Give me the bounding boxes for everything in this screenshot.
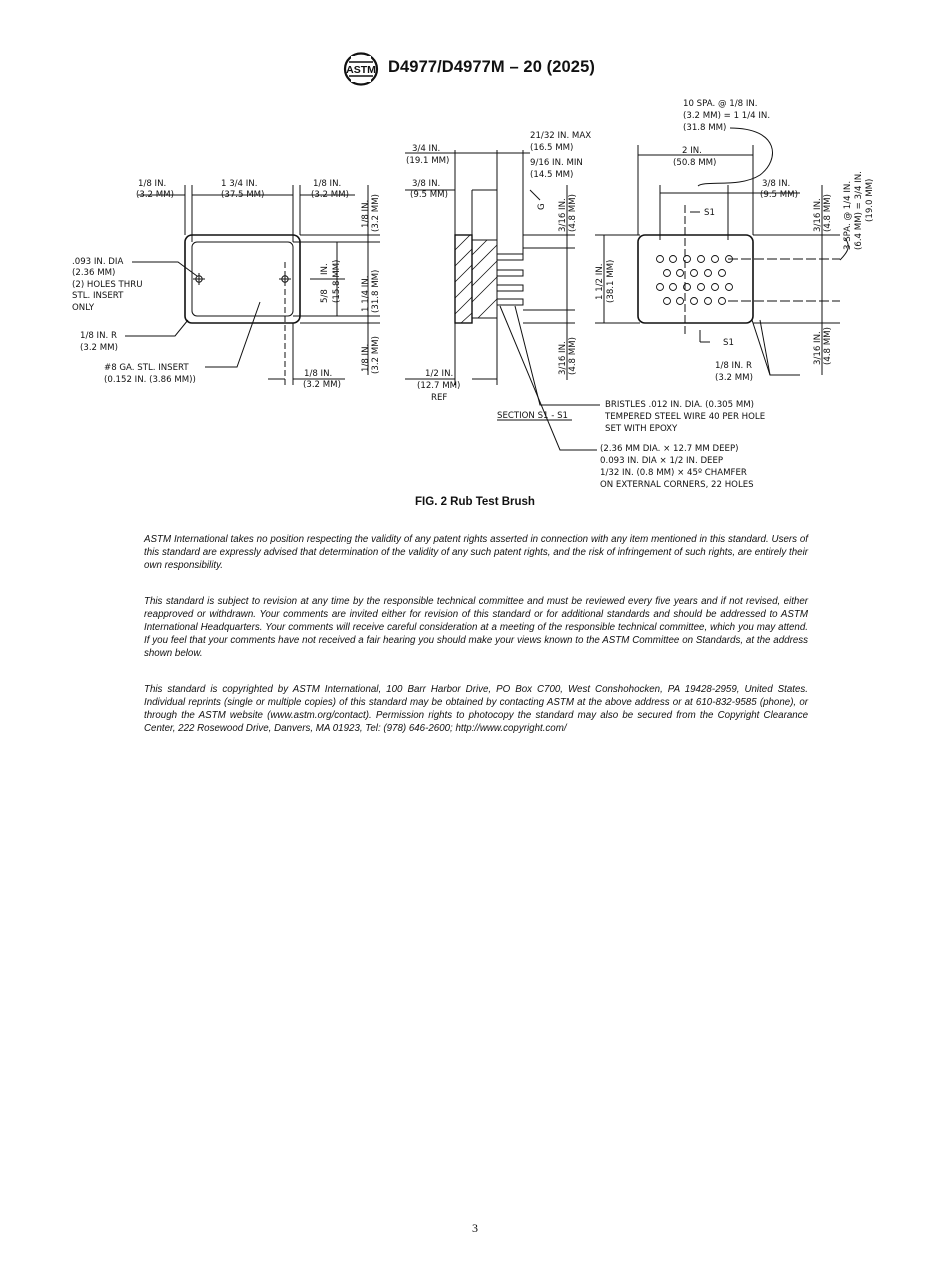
dimension-label: 21/32 IN. MAX <box>530 131 592 141</box>
standard-designation: D4977/D4977M – 20 (2025) <box>388 58 595 76</box>
dimension-label: TEMPERED STEEL WIRE 40 PER HOLE <box>605 412 766 422</box>
dimension-label: IN. <box>320 263 330 275</box>
figure-caption: FIG. 2 Rub Test Brush <box>415 496 535 508</box>
dimension-label: (9.5 MM) <box>410 190 448 200</box>
dimension-label: (4.8 MM) <box>823 194 833 232</box>
dimension-label: 1/32 IN. (0.8 MM) × 45º CHAMFER <box>600 468 747 478</box>
plate-inner <box>192 242 293 316</box>
dimension-label: ONLY <box>72 303 95 313</box>
dimension-label: 1/8 IN. <box>361 343 371 372</box>
dimension-label: .093 IN. DIA <box>72 257 124 267</box>
dimension-label: SET WITH EPOXY <box>605 424 678 434</box>
dimension-label: (19.0 MM) <box>865 178 875 222</box>
dimension-label: (3.2 MM) <box>371 336 381 374</box>
dimension-label: 5/8 <box>320 289 330 303</box>
dimension-label: (12.7 MM) <box>417 381 461 391</box>
dimension-label: (3.2 MM) <box>303 380 341 390</box>
dimension-label: 1 3/4 IN. <box>221 179 258 189</box>
dimension-label: 9/16 IN. MIN <box>530 158 583 168</box>
dimension-label: 2 IN. <box>682 146 702 156</box>
dimension-label: 3/16 IN. <box>558 198 568 232</box>
dimension-label: SECTION S1 - S1 <box>497 411 569 421</box>
dimension-label: (9.5 MM) <box>760 190 798 200</box>
dimension-label: 3/16 IN. <box>813 198 823 232</box>
dimension-label: (3.2 MM) = 1 1/4 IN. <box>683 111 771 121</box>
revision-notice: This standard is subject to revision at any time by the responsible technical committee and must be reviewed every five years and if not revised, either reapproved or withdrawn. Your comments are invited either for revision of this standard or for additional standards and should be addressed to ASTM International Headquarters. Your comments will receive careful consideration at a meeting of the responsible technical committee, which you may attend. If you feel that your comments have not received a fair hearing you should make your views known to the ASTM Committee on Standards, at the address shown below. <box>144 596 808 659</box>
dimension-label: (31.8 MM) <box>371 269 381 313</box>
dimension-label: 1/8 IN. <box>138 179 167 189</box>
dimension-label: (4.8 MM) <box>568 194 578 232</box>
dimension-label: (2) HOLES THRU <box>72 280 143 290</box>
dimension-label: (3.2 MM) <box>136 190 174 200</box>
dimension-label: (0.152 IN. (3.86 MM)) <box>104 375 196 385</box>
dimension-label: (4.8 MM) <box>823 327 833 365</box>
dimension-label: (3.2 MM) <box>311 190 349 200</box>
dimension-label: (3.2 MM) <box>80 343 118 353</box>
page-number: 3 <box>472 1221 478 1235</box>
dimension-label: (16.5 MM) <box>530 143 574 153</box>
dimension-label: REF <box>431 393 448 403</box>
dimension-label: (2.36 MM DIA. × 12.7 MM DEEP) <box>600 444 739 454</box>
dimension-label: 3/8 IN. <box>412 179 441 189</box>
dimension-label: 1/8 IN. R <box>715 361 752 371</box>
patent-notice: ASTM International takes no position respecting the validity of any patent rights asserted in connection with any item mentioned in this standard. Users of this standard are expressly advised that determination of the validity of any such patent rights, and the risk of infringement of such rights, are entirely their own responsibility. <box>144 534 808 571</box>
dimension-label: 1 1/4 IN. <box>361 275 371 312</box>
dimension-label: (19.1 MM) <box>406 156 450 166</box>
dimension-label: (38.1 MM) <box>606 259 616 303</box>
dimension-label: 0.093 IN. DIA × 1/2 IN. DEEP <box>600 456 724 466</box>
technical-drawing <box>0 90 950 500</box>
dimension-label: 1/2 IN. <box>425 369 454 379</box>
dimension-label: 1/8 IN. R <box>80 331 117 341</box>
dimension-label: (31.8 MM) <box>683 123 727 133</box>
dimension-label: G <box>537 203 547 210</box>
dimension-label: (15.8 MM) <box>332 259 342 303</box>
dimension-label: 1/8 IN. <box>361 199 371 228</box>
dimension-label: (2.36 MM) <box>72 268 116 278</box>
dimension-label: 1/8 IN. <box>304 369 333 379</box>
dimension-label: (37.5 MM) <box>221 190 265 200</box>
dimension-label: (6.4 MM) = 3/4 IN. <box>854 171 864 250</box>
page-header <box>0 52 950 86</box>
bristle-tufts <box>497 254 523 305</box>
hole-grid <box>657 256 733 305</box>
dimension-label: (4.8 MM) <box>568 337 578 375</box>
dimension-label: (3.2 MM) <box>715 373 753 383</box>
dimension-label: 1 1/2 IN. <box>595 263 605 300</box>
svg-text:ASTM: ASTM <box>346 64 376 76</box>
dimension-label: 3/16 IN. <box>813 331 823 365</box>
figure-rub-test-brush <box>0 90 950 500</box>
dimension-label: 10 SPA. @ 1/8 IN. <box>683 99 758 109</box>
dimension-label: S1 <box>723 338 734 348</box>
dimension-label: 3/4 IN. <box>412 144 441 154</box>
dimension-label: (50.8 MM) <box>673 158 717 168</box>
dimension-label: 3 SPA. @ 1/4 IN. <box>843 180 853 250</box>
dimension-label: STL. INSERT <box>72 291 124 301</box>
dimension-label: (14.5 MM) <box>530 170 574 180</box>
dimension-label: (3.2 MM) <box>371 194 381 232</box>
dimension-label: 3/8 IN. <box>762 179 791 189</box>
dimension-label: 3/16 IN. <box>558 341 568 375</box>
dimension-label: S1 <box>704 208 715 218</box>
dimension-label: ON EXTERNAL CORNERS, 22 HOLES <box>600 480 754 490</box>
copyright-notice: This standard is copyrighted by ASTM International, 100 Barr Harbor Drive, PO Box C700, West Conshohocken, PA 19428-2959, United States. Individual reprints (single or multiple copies) of this standard may be obtained by contacting ASTM at the above address or at 610-832-9585 (phone), or through the ASTM website (www.astm.org/contact). Permission rights to photocopy the standard may also be secured from the Copyright Clearance Center, 222 Rosewood Drive, Danvers, MA 01923, Tel: (978) 646-2600; http://www.copyright.com/ <box>144 684 808 734</box>
dimension-label: 1/8 IN. <box>313 179 342 189</box>
dimension-label: #8 GA. STL. INSERT <box>104 363 189 373</box>
astm-logo-icon <box>343 52 379 86</box>
dimension-label: BRISTLES .012 IN. DIA. (0.305 MM) <box>605 400 755 410</box>
